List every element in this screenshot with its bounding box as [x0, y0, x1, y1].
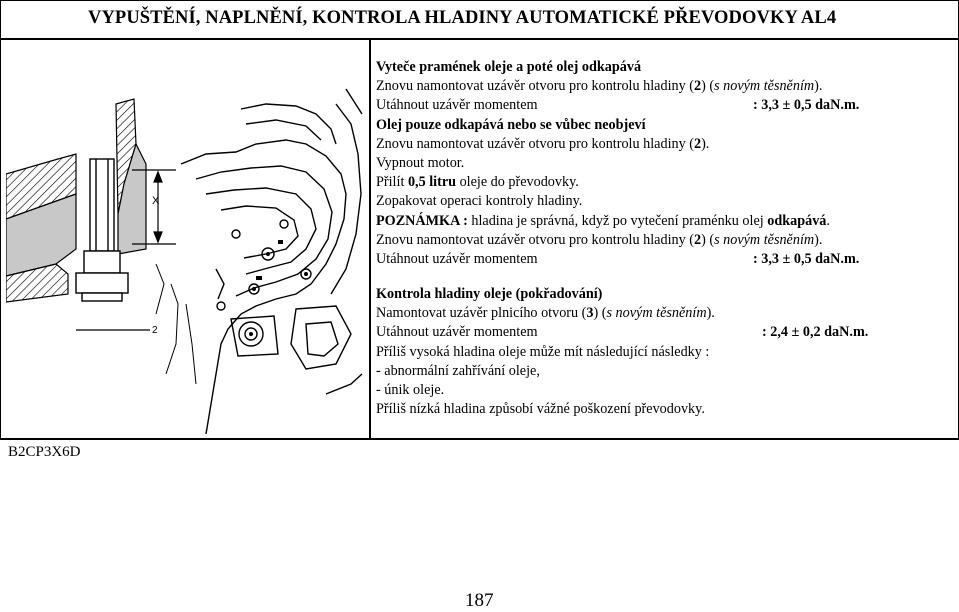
torque-line: Utáhnout uzávěr momentem : 3,3 ± 0,5 daN.m.	[376, 96, 956, 115]
column-divider	[369, 40, 371, 438]
text-line: Přilít 0,5 litru oleje do převodovky.	[376, 174, 579, 191]
section-heading: Kontrola hladiny oleje (pokřadování)	[376, 286, 603, 303]
bullet-line: - abnormální zahřívání oleje,	[376, 362, 540, 379]
torque-line: Utáhnout uzávěr momentem : 2,4 ± 0,2 daN.m.	[376, 323, 956, 342]
note-line: POZNÁMKA : hladina je správná, když po vytečení praménku olej odkapává.	[376, 212, 830, 229]
document-reference: B2CP3X6D	[8, 444, 81, 460]
text-line: Znovu namontovat uzávěr otvoru pro kontrolu hladiny (2) (s novým těsněním).	[376, 78, 823, 95]
page-number: 187	[465, 590, 494, 611]
text-line: Namontovat uzávěr plnicího otvoru (3) (s novým těsněním).	[376, 305, 715, 322]
case-heading-1: Vyteče pramének oleje a poté olej odkapává	[376, 59, 642, 75]
text-line: Znovu namontovat uzávěr otvoru pro kontrolu hladiny (2).	[376, 135, 710, 152]
text-line: Příliš nízká hladina způsobí vážné poškození převodovky.	[376, 401, 705, 418]
text-line: Příliš vysoká hladina oleje může mít následující následky :	[376, 343, 710, 360]
instructions	[376, 58, 956, 419]
case-heading-2: Olej pouze odkapává nebo se vůbec neobjeví	[376, 116, 646, 133]
text-line: Zopakovat operaci kontroly hladiny.	[376, 193, 583, 210]
bullet-line: - únik oleje.	[376, 382, 445, 398]
gearbox-illustration	[6, 44, 364, 434]
title-divider	[0, 38, 959, 40]
callout-2-label: 2	[152, 325, 158, 336]
torque-value: : 2,4 ± 0,2 daN.m.	[762, 324, 869, 341]
torque-value: : 3,3 ± 0,5 daN.m.	[753, 250, 860, 267]
torque-line: Utáhnout uzávěr momentem : 3,3 ± 0,5 daN.m.	[376, 250, 956, 269]
text-line: Vypnout motor.	[376, 154, 465, 171]
torque-value: : 3,3 ± 0,5 daN.m.	[753, 97, 860, 114]
sectioned-housing	[6, 99, 146, 302]
text-line: Znovu namontovat uzávěr otvoru pro kontrolu hladiny (2) (s novým těsněním).	[376, 231, 823, 248]
gearbox-housing	[181, 89, 362, 434]
page-title: VYPUŠTĚNÍ, NAPLNĚNÍ, KONTROLA HLADINY AUTOMATICKÉ PŘEVODOVKY AL4	[88, 8, 837, 28]
dimension-x-label: X	[152, 195, 160, 207]
